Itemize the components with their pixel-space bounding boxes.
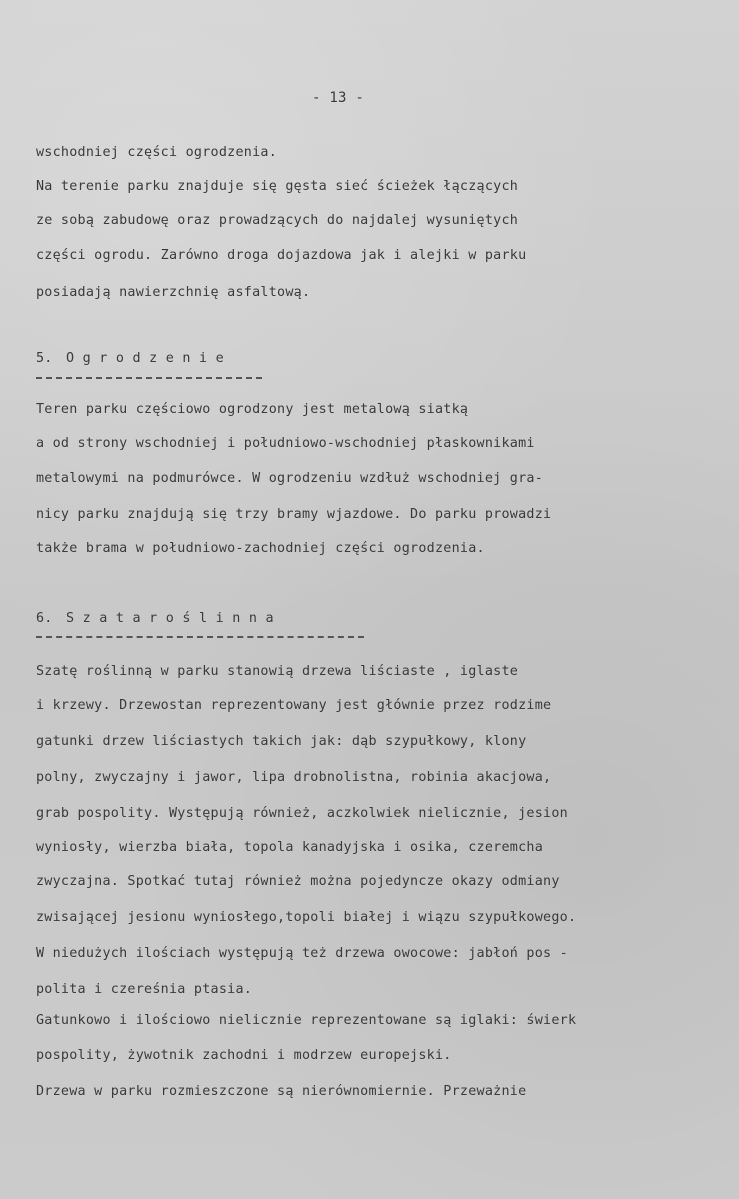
text-line: posiadają nawierzchnię asfaltową.: [36, 285, 311, 300]
text-line: Na terenie parku znajduje się gęsta sieć ścieżek łączących: [36, 179, 519, 194]
section-5-number: 5.: [36, 351, 53, 366]
text-line: zwyczajna. Spotkać tutaj również można pojedyncze okazy odmiany: [36, 874, 560, 889]
text-line: gatunki drzew liściastych takich jak: dąb szypułkowy, klony: [36, 734, 527, 749]
text-line: pospolity, żywotnik zachodni i modrzew europejski.: [36, 1048, 452, 1063]
text-line: nicy parku znajdują się trzy bramy wjazdowe. Do parku prowadzi: [36, 507, 552, 522]
page-number: - 13 -: [312, 90, 365, 106]
text-line: grab pospolity. Występują również, aczkolwiek nielicznie, jesion: [36, 806, 568, 821]
text-line: Gatunkowo i ilościowo nielicznie reprezentowane są iglaki: świerk: [36, 1013, 577, 1028]
text-line: także brama w południowo-zachodniej części ogrodzenia.: [36, 541, 485, 556]
text-line: polny, zwyczajny i jawor, lipa drobnolistna, robinia akacjowa,: [36, 770, 552, 785]
text-line: ze sobą zabudowę oraz prowadzących do najdalej wysuniętych: [36, 213, 519, 228]
text-line: Teren parku częściowo ogrodzony jest metalową siatką: [36, 402, 469, 417]
text-line: Szatę roślinną w parku stanowią drzewa liściaste , iglaste: [36, 664, 519, 679]
text-line: a od strony wschodniej i południowo-wschodniej płaskownikami: [36, 436, 535, 451]
text-line: metalowymi na podmurówce. W ogrodzeniu wzdłuż wschodniej gra-: [36, 471, 544, 486]
section-5-title: O g r o d z e n i e: [66, 351, 224, 366]
text-line: wschodniej części ogrodzenia.: [36, 145, 278, 160]
text-line: wyniosły, wierzba biała, topola kanadyjska i osika, czeremcha: [36, 840, 544, 855]
section-6-title: S z a t a r o ś l i n n a: [66, 611, 274, 626]
text-line: zwisającej jesionu wyniosłego,topoli białej i wiązu szypułkowego.: [36, 910, 577, 925]
section-5-underline: [36, 377, 262, 379]
text-line: polita i czereśnia ptasia.: [36, 982, 253, 997]
section-6-underline: [36, 636, 364, 638]
text-line: W niedużych ilościach występują też drzewa owocowe: jabłoń pos -: [36, 946, 568, 961]
text-line: Drzewa w parku rozmieszczone są nierównomiernie. Przeważnie: [36, 1084, 527, 1099]
text-line: części ogrodu. Zarówno droga dojazdowa jak i alejki w parku: [36, 248, 527, 263]
section-6-number: 6.: [36, 611, 53, 626]
text-line: i krzewy. Drzewostan reprezentowany jest głównie przez rodzime: [36, 698, 552, 713]
